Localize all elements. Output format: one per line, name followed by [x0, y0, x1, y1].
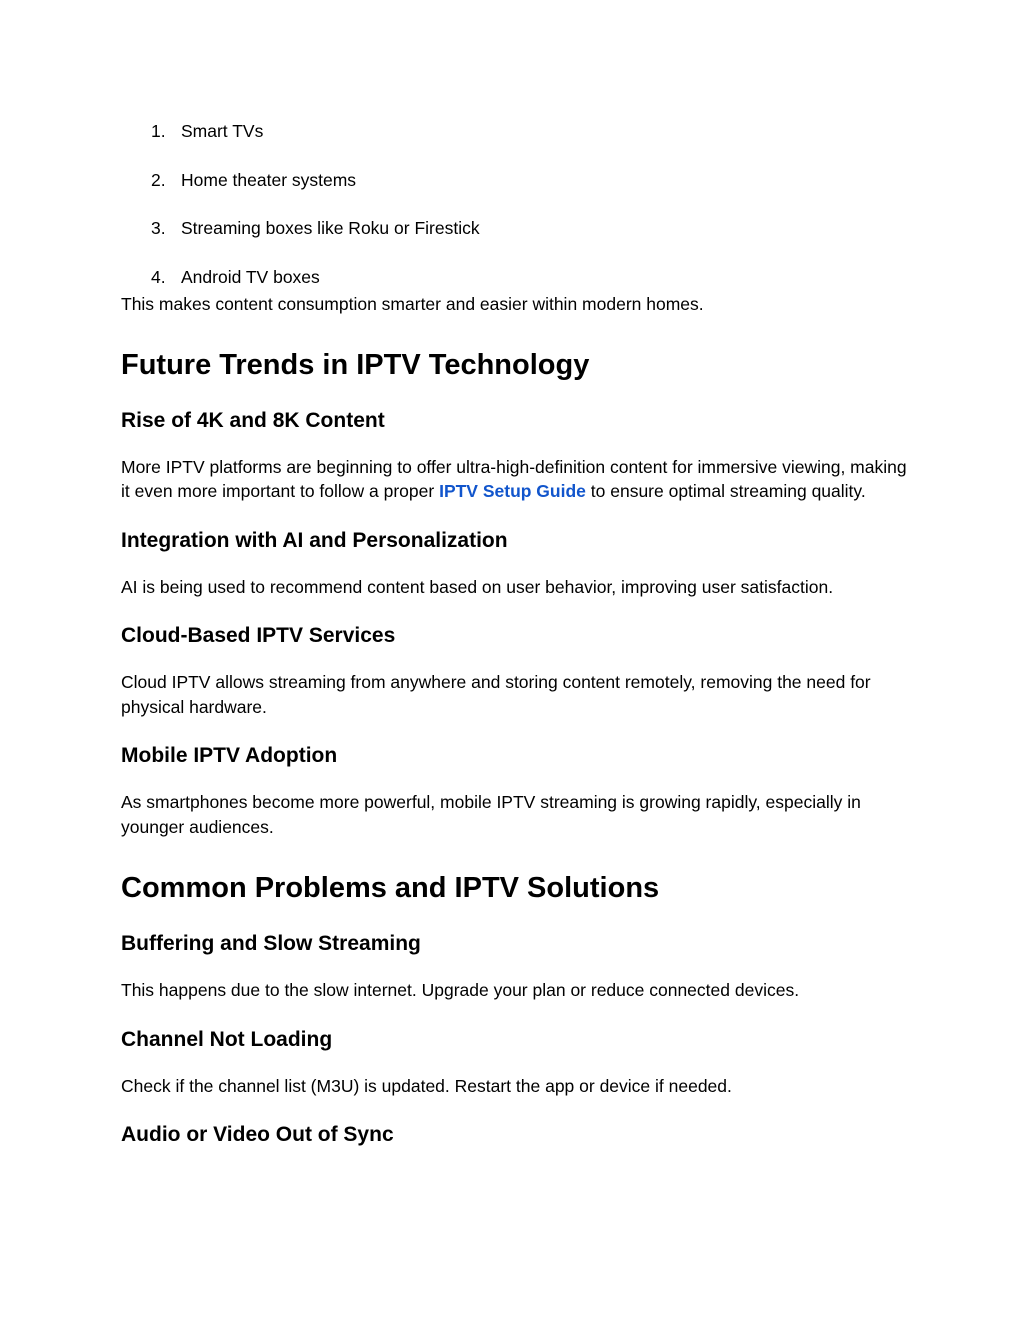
subheading-4k-8k: Rise of 4K and 8K Content: [121, 408, 385, 432]
iptv-setup-guide-link[interactable]: IPTV Setup Guide: [439, 481, 586, 501]
paragraph-buffering: This happens due to the slow internet. Upgrade your plan or reduce connected devices.: [121, 980, 800, 1000]
subheading-audio-video-sync: Audio or Video Out of Sync: [121, 1123, 394, 1146]
list-item-number: 3.: [151, 218, 166, 238]
list-item-number: 4.: [151, 266, 166, 287]
paragraph-mobile-iptv: As smartphones become more powerful, mobile IPTV streaming is growing rapidly, especially in younger audiences.: [121, 792, 861, 837]
subheading-ai-personalization: Integration with AI and Personalization: [121, 528, 508, 552]
section-heading-common-problems: Common Problems and IPTV Solutions: [121, 872, 660, 904]
list-item-number: 1.: [151, 121, 166, 141]
list-item-text: Smart TVs: [181, 121, 264, 141]
list-item-number: 2.: [151, 169, 166, 190]
device-list: [121, 112, 911, 306]
list-item-text: Android TV boxes: [181, 266, 320, 287]
list-item: [121, 161, 911, 210]
section-heading-future-trends: Future Trends in IPTV Technology: [121, 348, 590, 381]
list-item: [121, 258, 911, 307]
list-item-text: Streaming boxes like Roku or Firestick: [181, 218, 480, 238]
list-item-text: Home theater systems: [181, 169, 357, 190]
subheading-mobile-iptv: Mobile IPTV Adoption: [121, 744, 338, 767]
paragraph-cloud-iptv: Cloud IPTV allows streaming from anywhere and storing content remotely, removing the need for physical hardware.: [121, 672, 871, 717]
subheading-cloud-iptv: Cloud-Based IPTV Services: [121, 624, 396, 647]
subheading-channel-not-loading: Channel Not Loading: [121, 1027, 333, 1051]
intro-paragraph: This makes content consumption smarter and easier within modern homes.: [121, 294, 704, 314]
paragraph-ai-personalization: AI is being used to recommend content based on user behavior, improving user satisfaction.: [121, 576, 834, 597]
paragraph-text: More IPTV platforms are beginning to offer ultra-high-definition content for immersive viewing, making it even more important to follow a proper: [121, 456, 907, 501]
paragraph-text: to ensure optimal streaming quality.: [585, 481, 866, 501]
document-content: [121, 112, 911, 1149]
list-item: [121, 209, 911, 258]
subheading-buffering: Buffering and Slow Streaming: [121, 932, 421, 955]
paragraph-channel-not-loading: Check if the channel list (M3U) is updated. Restart the app or device if needed.: [121, 1075, 732, 1096]
list-item: [121, 112, 911, 161]
paragraph-4k-8k: [121, 455, 911, 504]
